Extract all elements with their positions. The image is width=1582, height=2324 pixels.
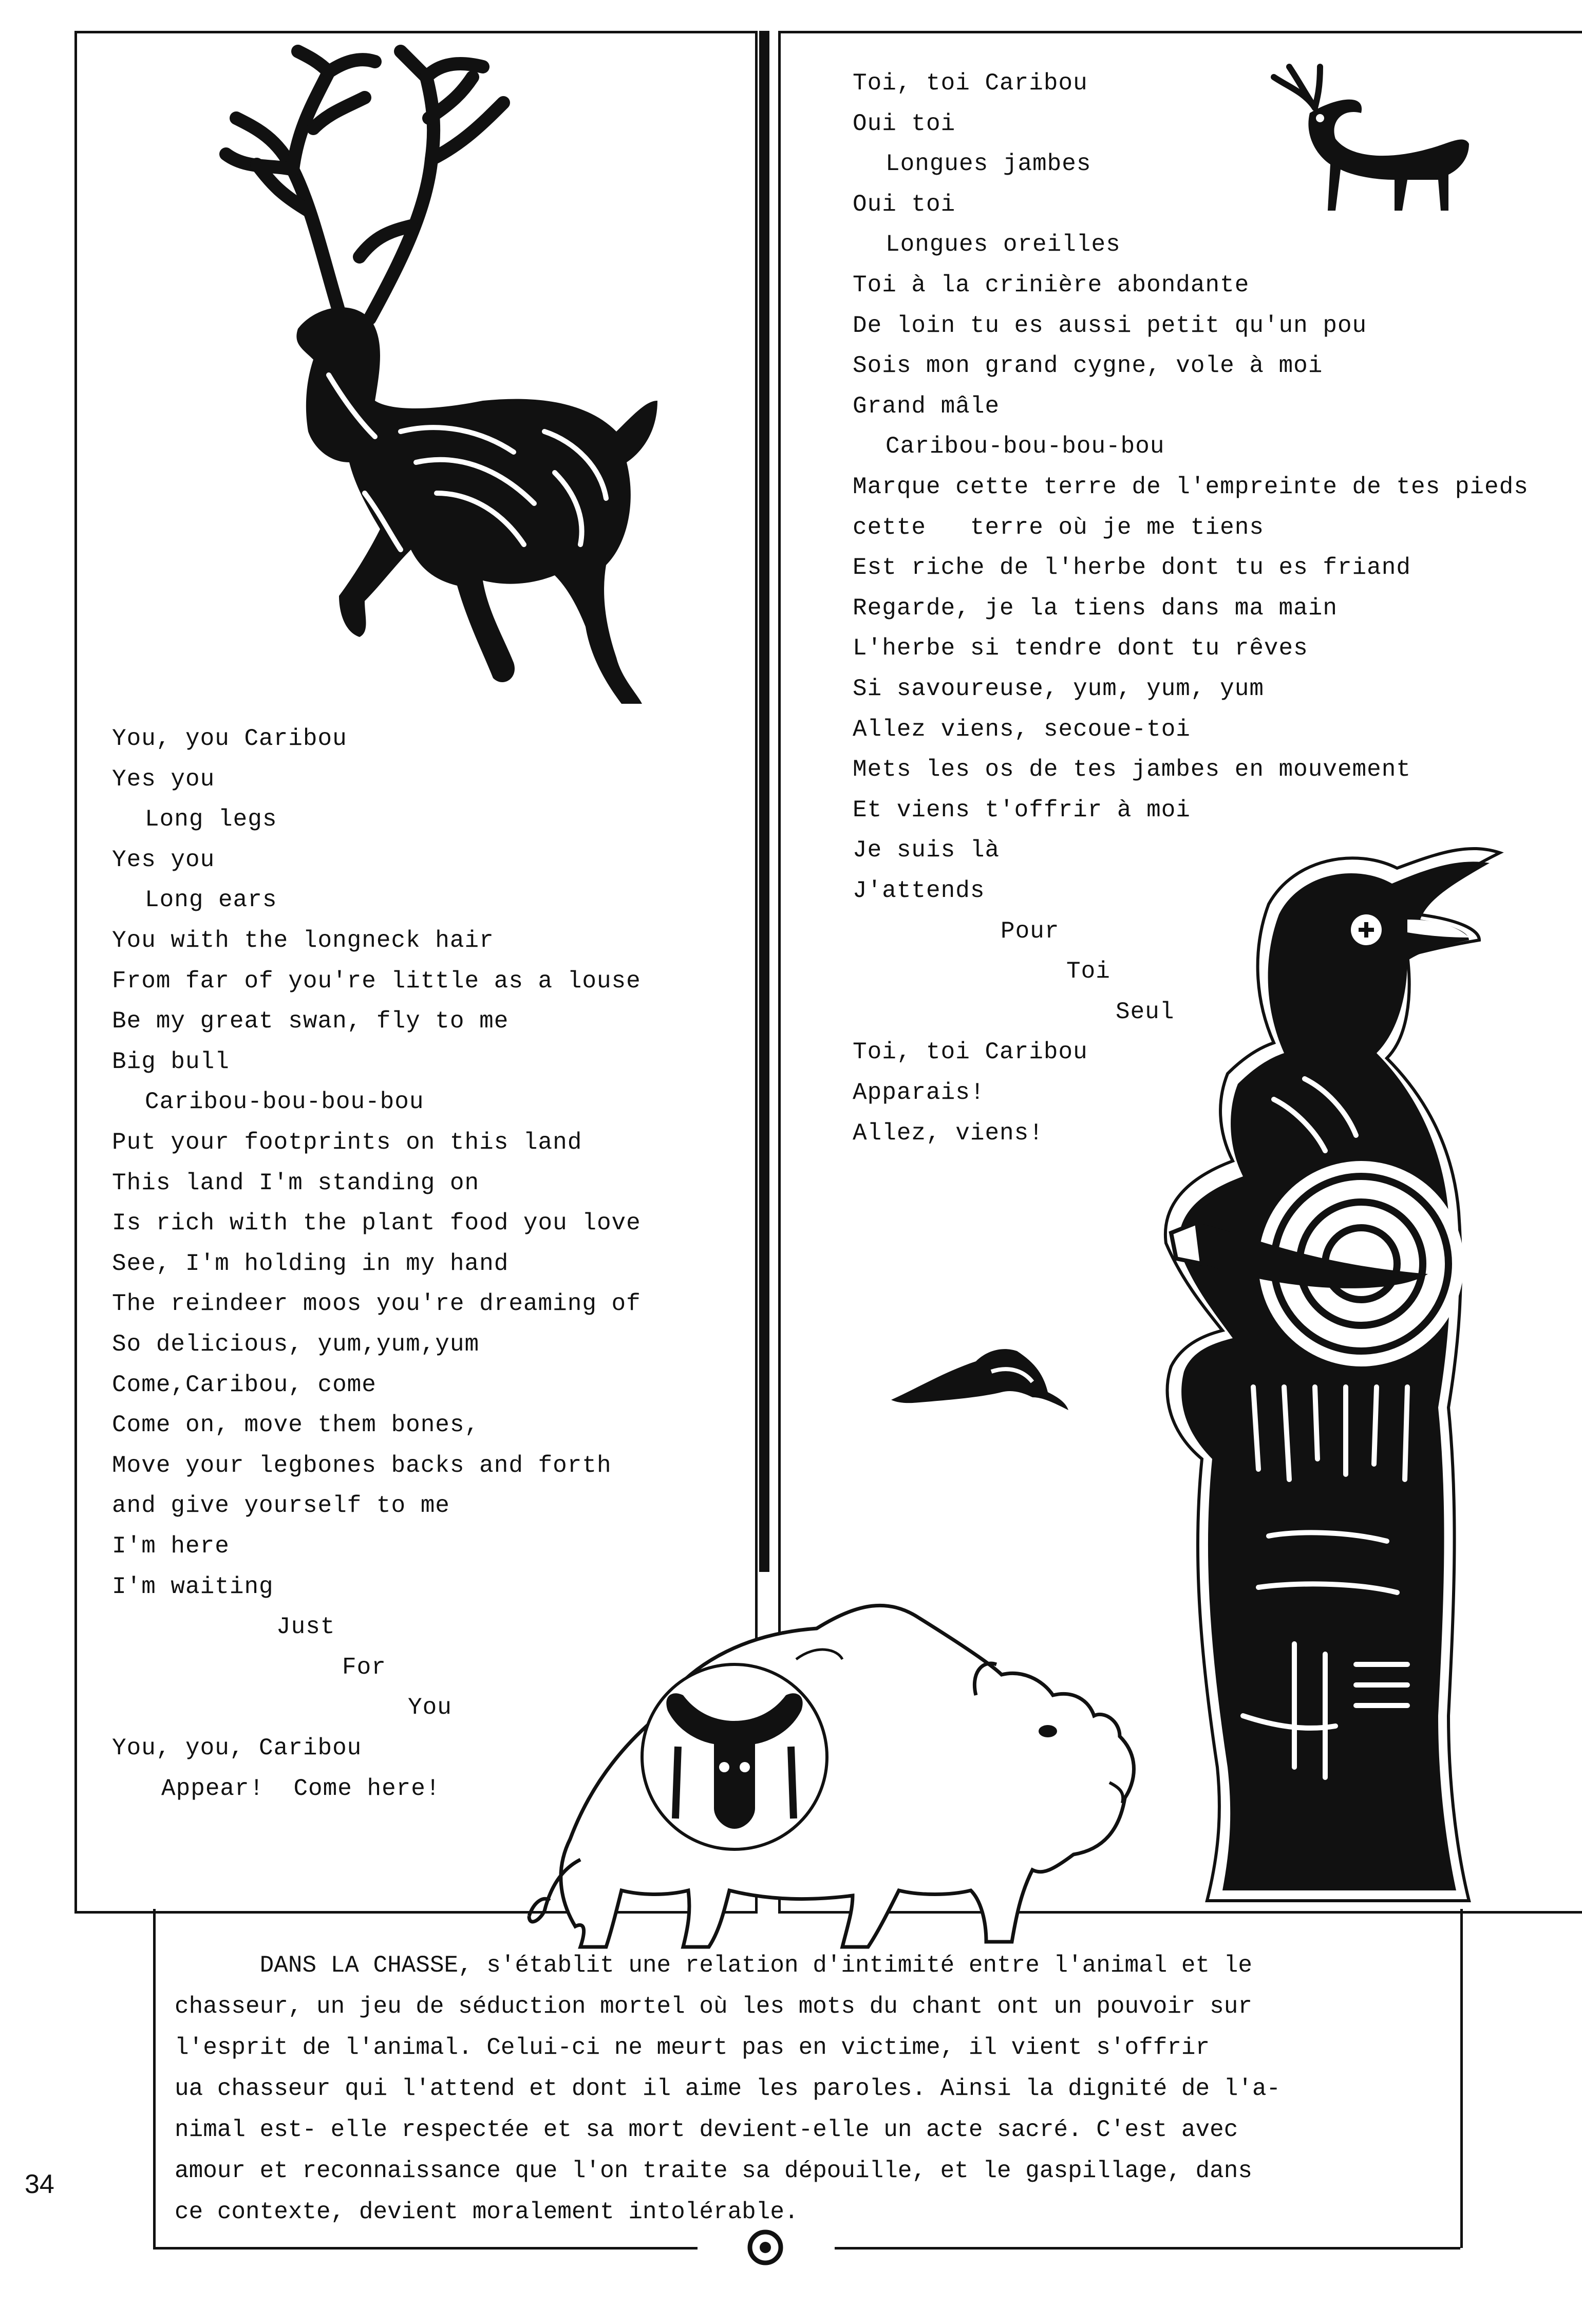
poem-line: Si savoureuse, yum, yum, yum (853, 676, 1264, 702)
poem-line: Big bull (112, 1048, 230, 1075)
poem-line: Is rich with the plant food you love (112, 1210, 641, 1237)
poem-line: and give yourself to me (112, 1492, 450, 1520)
poem-line: Marque cette terre de l'empreinte de tes pieds (853, 474, 1529, 500)
poem-line: Put your footprints on this land (112, 1129, 582, 1156)
commentary-bottom-rule-left (153, 2247, 698, 2250)
poem-line: You, you, Caribou (112, 1735, 362, 1761)
commentary-line: ce contexte, devient moralement intolérable. (175, 2199, 799, 2225)
french-poem (853, 70, 1582, 1159)
poem-line: Just (276, 1614, 335, 1641)
poem-line: Long legs (145, 806, 277, 833)
poem-line: Seul (1116, 998, 1175, 1025)
poem-line: Toi, toi Caribou (853, 1039, 1088, 1066)
poem-line: De loin tu es aussi petit qu'un pou (853, 312, 1367, 339)
poem-line: You (408, 1694, 452, 1721)
poem-line: Oui toi (853, 191, 956, 218)
poem-line: Pour (1001, 917, 1060, 945)
poem-line: Come,Caribou, come (112, 1371, 376, 1398)
poem-line: Allez, viens! (853, 1119, 1044, 1147)
poem-line: See, I'm holding in my hand (112, 1250, 509, 1277)
commentary-line: ua chasseur qui l'attend et dont il aime les paroles. Ainsi la dignité de l'a- (175, 2075, 1281, 2102)
poem-line: L'herbe si tendre dont tu rêves (853, 635, 1308, 662)
poem-line: So delicious, yum,yum,yum (112, 1331, 480, 1358)
commentary-line: amour et reconnaissance que l'on traite sa dépouille, et le gaspillage, dans (175, 2158, 1252, 2184)
commentary-line: l'esprit de l'animal. Celui-ci ne meurt pas en victime, il vient s'offrir (175, 2034, 1210, 2061)
poem-line: Regarde, je la tiens dans ma main (853, 594, 1338, 622)
poem-line: Caribou-bou-bou-bou (886, 433, 1165, 460)
page-number: 34 (25, 2169, 54, 2199)
poem-line: Move your legbones backs and forth (112, 1452, 612, 1479)
poem-line: Yes you (112, 765, 215, 793)
poem-line: Et viens t'offrir à moi (853, 796, 1191, 823)
poem-line: Caribou-bou-bou-bou (145, 1089, 424, 1116)
poem-line: You with the longneck hair (112, 927, 494, 954)
poem-line: From far of you're little as a louse (112, 967, 641, 995)
poem-line: Apparais! (853, 1079, 985, 1106)
poem-line: cette terre où je me tiens (853, 514, 1264, 541)
poem-line: I'm here (112, 1533, 230, 1560)
flying-bird-icon (889, 1341, 1074, 1413)
commentary-line: chasseur, un jeu de séduction mortel où les mots du chant ont un pouvoir sur (175, 1993, 1252, 2020)
poem-line: Toi, toi Caribou (853, 70, 1088, 97)
poem-line: Grand mâle (853, 392, 1000, 420)
poem-line: Sois mon grand cygne, vole à moi (853, 352, 1323, 380)
poem-line: Mets les os de tes jambes en mouvement (853, 756, 1411, 783)
poem-line: This land I'm standing on (112, 1169, 480, 1196)
poem-line: Longues jambes (886, 151, 1091, 178)
poem-line: Appear! Come here! (161, 1775, 441, 1802)
commentary-line: nimal est- elle respectée et sa mort devient-elle un acte sacré. C'est avec (175, 2116, 1238, 2143)
poem-line: Come on, move them bones, (112, 1412, 480, 1439)
poem-line: The reindeer moos you're dreaming of (112, 1290, 641, 1318)
commentary-bottom-rule-right (835, 2247, 1460, 2250)
commentary-line: DANS LA CHASSE, s'établit une relation d'intimité entre l'animal et le (175, 1952, 1252, 1979)
poem-line: You, you Caribou (112, 725, 347, 752)
poem-line: J'attends (853, 877, 985, 904)
poem-line: Est riche de l'herbe dont tu es friand (853, 554, 1411, 582)
poem-line: For (342, 1654, 386, 1681)
column-divider (759, 31, 769, 1572)
poem-line: Yes you (112, 846, 215, 873)
poem-line: Allez viens, secoue-toi (853, 716, 1191, 743)
poem-line: I'm waiting (112, 1573, 274, 1600)
english-poem (112, 725, 728, 1814)
poem-line: Oui toi (853, 110, 956, 137)
caribou-icon (195, 41, 678, 709)
poem-line: Toi (1066, 958, 1110, 985)
bullseye-ornament-icon (747, 2229, 783, 2265)
poem-line: Je suis là (853, 837, 1000, 864)
poem-line: Toi à la crinière abondante (853, 272, 1250, 298)
poem-line: Longues oreilles (886, 231, 1121, 258)
commentary-text (175, 1945, 1443, 2233)
poem-line: Be my great swan, fly to me (112, 1008, 509, 1035)
poem-line: Long ears (145, 887, 277, 914)
